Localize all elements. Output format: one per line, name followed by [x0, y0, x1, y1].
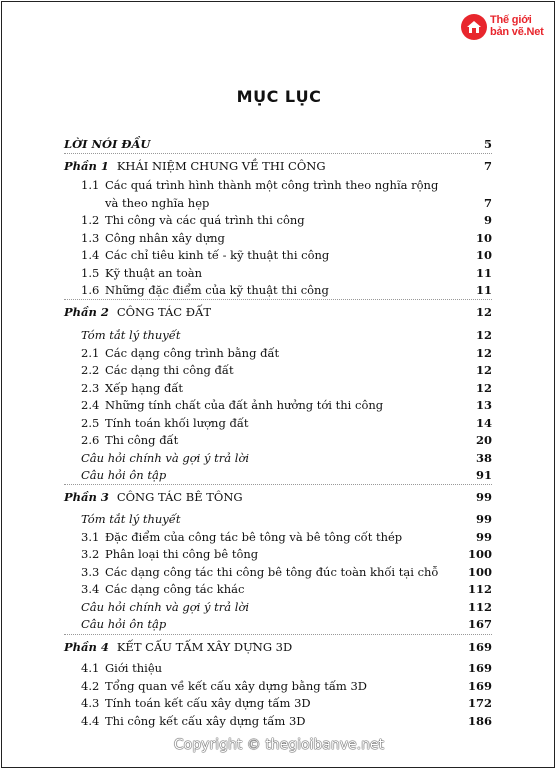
toc-entry[interactable]: [81, 344, 492, 362]
toc-entry[interactable]: [81, 176, 492, 194]
entry-number: 3.2: [81, 547, 100, 561]
toc-entry[interactable]: [81, 580, 492, 598]
entry-page: 7: [483, 195, 492, 210]
entry-page: 12: [475, 380, 492, 395]
part-page: 169: [467, 640, 492, 654]
part-label: Phần 3: [64, 490, 109, 504]
entry-text: Tóm tắt lý thuyết: [81, 328, 181, 342]
section-divider: [64, 634, 492, 635]
entry-number: 1.3: [81, 230, 100, 245]
entry-number: 3.3: [81, 564, 100, 579]
toc-entry[interactable]: [81, 264, 492, 282]
entry-page: 12: [475, 345, 492, 360]
toc-entry[interactable]: [81, 449, 492, 467]
entry-number: 4.4: [81, 713, 100, 728]
section-divider: [64, 299, 492, 300]
part-title: CÔNG TÁC ĐẤT: [116, 305, 212, 319]
toc-part-heading[interactable]: [64, 157, 492, 175]
entry-text: Thi công kết cấu xây dựng tấm 3D: [105, 713, 306, 728]
part-label: Phần 2: [64, 305, 109, 319]
entry-number: 2.1: [81, 345, 100, 360]
toc-entry[interactable]: [81, 281, 492, 299]
entry-page: 112: [467, 582, 492, 596]
entry-number: 4.1: [81, 661, 100, 675]
entry-page: 186: [467, 713, 492, 728]
toc-part-heading[interactable]: [64, 638, 492, 656]
entry-number: 1.5: [81, 265, 100, 280]
entry-page: 12: [475, 363, 492, 377]
entry-number: 4.2: [81, 678, 100, 693]
part-page: 99: [475, 490, 492, 504]
toc-entry[interactable]: [81, 431, 492, 449]
toc-entry[interactable]: [81, 615, 492, 633]
toc-intro[interactable]: [64, 135, 492, 153]
toc-entry[interactable]: [81, 712, 492, 730]
toc-entry[interactable]: [81, 677, 492, 695]
logo-text-line2: bản vẽ.Net: [490, 26, 544, 38]
toc-entry[interactable]: [81, 598, 492, 616]
entry-number: 1.4: [81, 248, 100, 262]
entry-number: 3.1: [81, 529, 100, 544]
part-page: 12: [475, 305, 492, 319]
part-title: KẾT CẤU TẤM XÂY DỰNG 3D: [116, 640, 293, 654]
entry-number: 1.6: [81, 283, 100, 297]
entry-text: Phân loại thi công bê tông: [105, 547, 259, 561]
entry-number: 2.5: [81, 415, 100, 430]
entry-text: Các dạng công tác khác: [105, 582, 245, 596]
entry-page: 9: [483, 213, 492, 227]
toc-entry[interactable]: [81, 563, 492, 581]
entry-text: Những đặc điểm của kỹ thuật thi công: [105, 283, 329, 297]
section-divider: [64, 153, 492, 154]
toc-entry[interactable]: [81, 326, 492, 344]
entry-page: 11: [475, 265, 492, 280]
entry-text: Xếp hạng đất: [105, 380, 183, 395]
entry-page: 169: [467, 678, 492, 693]
logo-text-line1: Thế giới: [490, 14, 532, 26]
entry-page: 11: [475, 283, 492, 297]
toc-entry[interactable]: [81, 194, 492, 212]
toc-entry[interactable]: [81, 466, 492, 484]
entry-text: Câu hỏi chính và gợi ý trả lời: [81, 599, 250, 614]
toc-entry[interactable]: [81, 414, 492, 432]
toc-entry[interactable]: [81, 528, 492, 546]
section-divider: [64, 484, 492, 485]
entry-text: Tính toán khối lượng đất: [105, 415, 249, 430]
part-label: Phần 4: [64, 640, 109, 654]
entry-text: Câu hỏi chính và gợi ý trả lời: [81, 450, 250, 465]
entry-number: 3.4: [81, 582, 100, 596]
entry-page: 100: [467, 564, 492, 579]
toc-part-heading[interactable]: [64, 488, 492, 506]
toc-entry[interactable]: [81, 659, 492, 677]
entry-number: 2.6: [81, 433, 100, 447]
entry-number: 1.1: [81, 178, 100, 192]
entry-page: 13: [475, 398, 492, 412]
entry-text: và theo nghĩa hẹp: [105, 195, 210, 210]
toc-entry[interactable]: [81, 545, 492, 563]
part-title: KHÁI NIỆM CHUNG VỀ THI CÔNG: [116, 159, 326, 173]
entry-page: 91: [475, 468, 492, 482]
entry-text: Đặc điểm của công tác bê tông và bê tông cốt thép: [105, 529, 403, 544]
entry-page: 38: [475, 450, 492, 465]
toc-entry[interactable]: [81, 694, 492, 712]
entry-text: Thi công và các quá trình thi công: [105, 213, 305, 227]
toc-entry[interactable]: [81, 246, 492, 264]
intro-page: 5: [483, 137, 492, 151]
entry-text: Kỹ thuật an toàn: [105, 265, 203, 280]
page-title: MỤC LỤC: [236, 87, 322, 106]
toc-entry[interactable]: [81, 361, 492, 379]
part-title: CÔNG TÁC BÊ TÔNG: [116, 490, 243, 504]
toc-entry[interactable]: [81, 379, 492, 397]
toc-entry[interactable]: [81, 211, 492, 229]
toc-part-heading[interactable]: [64, 303, 492, 321]
entry-page: 169: [467, 661, 492, 675]
entry-text: Tổng quan về kết cấu xây dựng bằng tấm 3D: [105, 678, 368, 693]
entry-page: 172: [467, 696, 492, 710]
entry-page: 100: [467, 547, 492, 561]
entry-text: Các dạng công tác thi công bê tông đúc toàn khối tại chỗ: [105, 564, 439, 579]
site-logo[interactable]: [461, 14, 551, 42]
entry-text: Các dạng thi công đất: [105, 363, 234, 377]
entry-text: Giới thiệu: [105, 661, 163, 675]
entry-text: Các quá trình hình thành một công trình theo nghĩa rộng: [105, 178, 439, 192]
entry-page: 99: [475, 512, 492, 526]
entry-page: 14: [475, 415, 492, 430]
entry-number: 2.3: [81, 380, 100, 395]
entry-number: 4.3: [81, 696, 100, 710]
entry-number: 2.2: [81, 363, 100, 377]
entry-number: 2.4: [81, 398, 100, 412]
toc-entry[interactable]: [81, 229, 492, 247]
part-label: Phần 1: [64, 159, 109, 173]
entry-page: 20: [475, 433, 492, 447]
entry-page: 10: [475, 248, 492, 262]
entry-page: 10: [475, 230, 492, 245]
entry-page: 167: [467, 617, 492, 631]
entry-text: Những tính chất của đất ảnh hưởng tới thi công: [105, 398, 384, 412]
entry-text: Thi công đất: [105, 433, 179, 447]
entry-text: Tóm tắt lý thuyết: [81, 512, 181, 526]
part-page: 7: [483, 159, 492, 173]
toc-entry[interactable]: [81, 510, 492, 528]
entry-text: Câu hỏi ôn tập: [81, 617, 167, 631]
entry-text: Công nhân xây dựng: [105, 230, 225, 245]
entry-page: 112: [467, 599, 492, 614]
entry-text: Tính toán kết cấu xây dựng tấm 3D: [105, 696, 311, 710]
toc-entry[interactable]: [81, 396, 492, 414]
intro-label: LỜI NÓI ĐẦU: [64, 137, 151, 151]
copyright-watermark: Copyright © thegioibanve.net: [173, 737, 385, 753]
entry-text: Các dạng công trình bằng đất: [105, 345, 280, 360]
house-icon: [461, 14, 487, 40]
entry-text: Câu hỏi ôn tập: [81, 468, 167, 482]
entry-text: Các chỉ tiêu kinh tế - kỹ thuật thi công: [105, 248, 330, 262]
entry-page: 99: [475, 529, 492, 544]
entry-number: 1.2: [81, 213, 100, 227]
entry-page: 12: [475, 328, 492, 342]
